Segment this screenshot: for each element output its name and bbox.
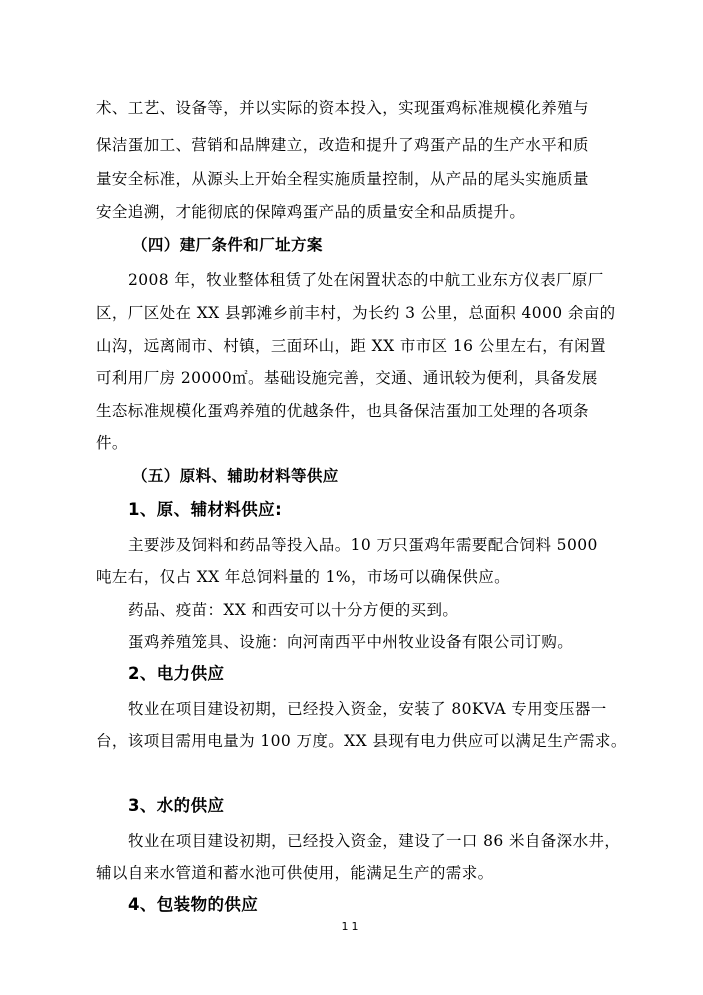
paragraph-line: 件。 <box>96 434 128 452</box>
paragraph-line: 安全追溯，才能彻底的保障鸡蛋产品的质量安全和品质提升。 <box>96 203 526 221</box>
paragraph-line: 生态标准规模化蛋鸡养殖的优越条件，也具备保洁蛋加工处理的各项条 <box>96 402 589 420</box>
paragraph-line: 术、工艺、设备等，并以实际的资本投入，实现蛋鸡标准规模化养殖与 <box>96 99 589 117</box>
paragraph-line: 区，厂区处在 XX 县郭滩乡前丰村，为长约 3 公里，总面积 4000 余亩的 <box>96 304 616 322</box>
section-heading-5: （五）原料、辅助材料等供应 <box>132 466 339 485</box>
paragraph-line: 牧业在项目建设初期，已经投入资金，建设了一口 86 米自备深水井， <box>128 832 621 850</box>
paragraph-line: 吨左右，仅占 XX 年总饲料量的 1%，市场可以确保供应。 <box>96 568 511 586</box>
section-heading-4: （四）建厂条件和厂址方案 <box>132 235 323 254</box>
page-number: 11 <box>341 920 362 933</box>
paragraph-line: 2008 年，牧业整体租赁了处在闲置状态的中航工业东方仪表厂原厂 <box>128 271 604 289</box>
paragraph-line: 药品、疫苗：XX 和西安可以十分方便的买到。 <box>128 601 459 619</box>
paragraph-line: 台，该项目需用电量为 100 万度。XX 县现有电力供应可以满足生产需求。 <box>96 732 627 750</box>
paragraph-line: 辅以自来水管道和蓄水池可供使用，能满足生产的需求。 <box>96 864 494 882</box>
subsection-title-1: 1、原、辅材料供应: <box>128 500 283 519</box>
subsection-title-4: 4、包装物的供应 <box>128 895 259 914</box>
subsection-title-3: 3、水的供应 <box>128 796 225 815</box>
paragraph-line: 主要涉及饲料和药品等投入品。10 万只蛋鸡年需要配合饲料 5000 <box>128 536 598 554</box>
paragraph-line: 牧业在项目建设初期，已经投入资金，安装了 80KVA 专用变压器一 <box>128 700 607 718</box>
paragraph-line: 保洁蛋加工、营销和品牌建立，改造和提升了鸡蛋产品的生产水平和质 <box>96 136 589 154</box>
paragraph-line: 蛋鸡养殖笼具、设施：向河南西平中州牧业设备有限公司订购。 <box>128 633 574 651</box>
paragraph-line: 量安全标准，从源头上开始全程实施质量控制，从产品的尾头实施质量 <box>96 170 589 188</box>
subsection-title-2: 2、电力供应 <box>128 664 225 683</box>
paragraph-line: 山沟，远离闹市、村镇，三面环山，距 XX 市市区 16 公里左右，有闲置 <box>96 337 606 355</box>
paragraph-line: 可利用厂房 20000㎡。基础设施完善，交通、通讯较为便利，具备发展 <box>96 369 598 387</box>
